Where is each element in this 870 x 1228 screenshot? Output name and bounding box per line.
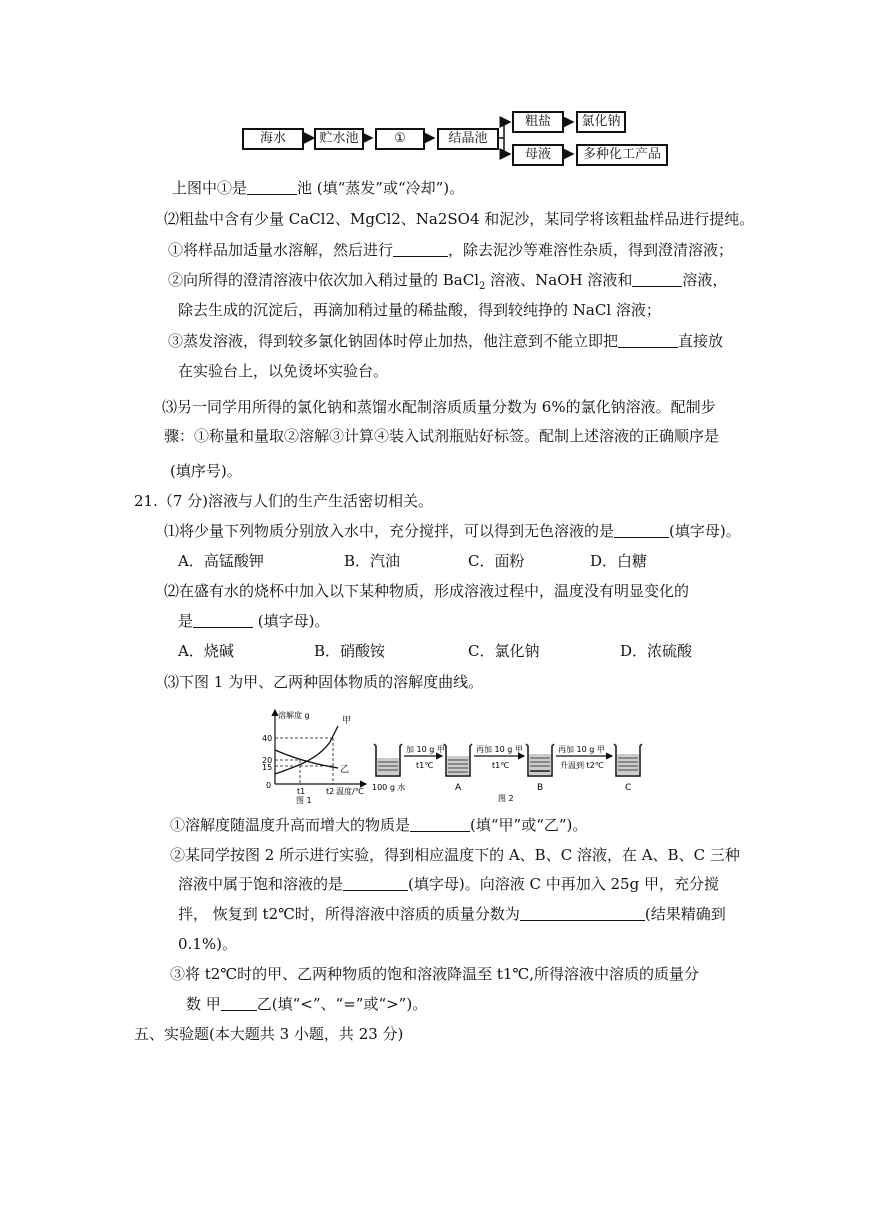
beaker-label-a: A — [455, 783, 462, 793]
arrow-3-bottom: 升温到 t2℃ — [560, 761, 604, 770]
y-tick: 15 — [262, 763, 273, 772]
x-axis-label: 温度/℃ — [336, 787, 364, 796]
option-c: C．氯化钠 — [468, 642, 540, 660]
line-12: ⑴将少量下列物质分别放入水中，充分搅拌，可以得到无色溶液的是 (填字母)。 — [164, 522, 741, 540]
line-10: (填序号)。 — [170, 462, 242, 480]
line-1: 上图中①是 池 (填“蒸发”或“冷却”)。 — [172, 179, 465, 197]
arrow-1-top: 加 10 g 甲 — [406, 745, 445, 754]
line-24: 数 甲 乙(填“<”、“=”或“>”)。 — [186, 995, 428, 1013]
flow-box-blank-1: ① — [375, 128, 425, 150]
figure-1 — [258, 704, 370, 806]
solubility-chart — [258, 704, 370, 806]
y-tick: 20 — [262, 756, 273, 765]
arrow-2-bottom: t1℃ — [492, 761, 510, 770]
y-tick: 0 — [266, 781, 272, 790]
section-5-heading: 五、实验题(本大题共 3 小题，共 23 分) — [134, 1025, 404, 1043]
option-a: A．烧碱 — [178, 642, 234, 660]
line-23: ③将 t2℃时的甲、乙两种物质的饱和溶液降温至 t1℃,所得溶液中溶质的质量分 — [170, 965, 700, 983]
answer-blank[interactable] — [247, 180, 297, 195]
y-tick: 40 — [262, 734, 273, 743]
beaker-label-c: C — [625, 783, 632, 793]
figure-1-caption: 图 1 — [296, 796, 312, 805]
answer-blank[interactable] — [614, 523, 669, 538]
arrow-1-bottom: t1℃ — [416, 761, 434, 770]
option-d: D．白糖 — [590, 552, 648, 570]
beaker-a — [444, 744, 472, 776]
line-14: ⑵在盛有水的烧杯中加入以下某种物质，形成溶液过程中，温度没有明显变化的 — [164, 582, 690, 600]
line-5: 除去生成的沉淀后，再滴加稍过量的稀盐酸，得到较纯挣的 NaCl 溶液； — [178, 301, 661, 319]
line-19: ②某同学按图 2 所示进行实验，得到相应温度下的 A、B、C 溶液，在 A、B、C 三种 — [170, 846, 740, 864]
curve-yi — [275, 750, 338, 768]
answer-blank[interactable] — [221, 996, 257, 1011]
question-21-heading: 21.（7 分)溶液与人们的生产生活密切相关。 — [134, 492, 434, 510]
option-b: B．汽油 — [344, 552, 401, 570]
beaker-b — [526, 744, 554, 776]
curve-label-yi: 乙 — [340, 765, 350, 775]
answer-blank[interactable] — [193, 613, 253, 628]
option-d: D．浓硫酸 — [620, 642, 693, 660]
answer-blank[interactable] — [632, 272, 682, 287]
curve-label-jia: 甲 — [342, 716, 352, 726]
option-b: B．硝酸铵 — [314, 642, 386, 660]
flow-box-seawater: 海水 — [242, 128, 304, 150]
option-a: A．高锰酸钾 — [178, 552, 264, 570]
line-2: ⑵粗盐中含有少量 CaCl2、MgCl2、Na2SO4 和泥沙，某同学将该粗盐样品进行提纯。 — [164, 210, 755, 228]
answer-blank[interactable] — [520, 906, 645, 921]
flow-diagram — [240, 108, 670, 166]
answer-blank[interactable] — [410, 817, 470, 832]
line-15: 是 (填字母)。 — [178, 612, 330, 630]
line-22: 0.1%)。 — [178, 935, 237, 953]
line-20: 溶液中属于饱和溶液的是 (填字母)。向溶液 C 中再加入 25g 甲，充分搅 — [178, 875, 719, 893]
answer-blank[interactable] — [343, 876, 408, 891]
flow-box-crude-salt: 粗盐 — [512, 111, 564, 133]
flow-box-chemicals: 多种化工产品 — [576, 144, 668, 166]
line-8: ⑶另一同学用所得的氯化钠和蒸馏水配制溶质质量分数为 6%的氯化钠溶液。配制步 — [162, 398, 716, 416]
line-9: 骤：①称量和量取②溶解③计算④装入试剂瓶贴好标签。配制上述溶液的正确顺序是 — [164, 427, 720, 445]
line-7: 在实验台上，以免烫坏实验台。 — [178, 362, 389, 380]
y-axis-label: 溶解度 g — [278, 711, 310, 720]
option-c: C．面粉 — [468, 552, 525, 570]
arrow-2-top: 再加 10 g 甲 — [476, 745, 523, 754]
figure-2-caption: 图 2 — [498, 794, 514, 803]
line-17: ⑶下图 1 为甲、乙两种固体物质的溶解度曲线。 — [164, 673, 484, 691]
line-4: ②向所得的澄清溶液中依次加入稍过量的 BaCl$_2$ 溶液、NaOH 溶液和 溶液， — [168, 271, 728, 292]
figure-2 — [370, 738, 665, 806]
line-3: ①将样品加适量水溶解，然后进行 ，除去泥沙等难溶性杂质，得到澄清溶液； — [168, 241, 734, 259]
answer-blank[interactable] — [393, 242, 448, 257]
line-18: ①溶解度随温度升高而增大的物质是 (填“甲”或“乙”)。 — [170, 816, 588, 834]
x-tick: t1 — [297, 787, 306, 796]
beaker-experiment — [370, 738, 665, 806]
beaker-water — [374, 744, 402, 776]
flow-box-mother-liquor: 母液 — [512, 144, 564, 166]
x-tick: t2 — [326, 787, 335, 796]
flow-box-nacl: 氯化钠 — [576, 111, 626, 133]
flow-box-reservoir: 贮水池 — [314, 128, 364, 150]
beaker-c — [614, 744, 642, 776]
water-label: 100 g 水 — [372, 783, 406, 792]
line-21: 拌， 恢复到 t2℃时，所得溶液中溶质的质量分数为 (结果精确到 — [178, 905, 726, 923]
flow-box-crystallizer: 结晶池 — [437, 128, 499, 150]
line-6: ③蒸发溶液，得到较多氯化钠固体时停止加热，他注意到不能立即把 直接放 — [168, 332, 724, 350]
answer-blank[interactable] — [618, 333, 678, 348]
arrow-3-top: 再加 10 g 甲 — [558, 745, 605, 754]
beaker-label-b: B — [537, 783, 544, 793]
